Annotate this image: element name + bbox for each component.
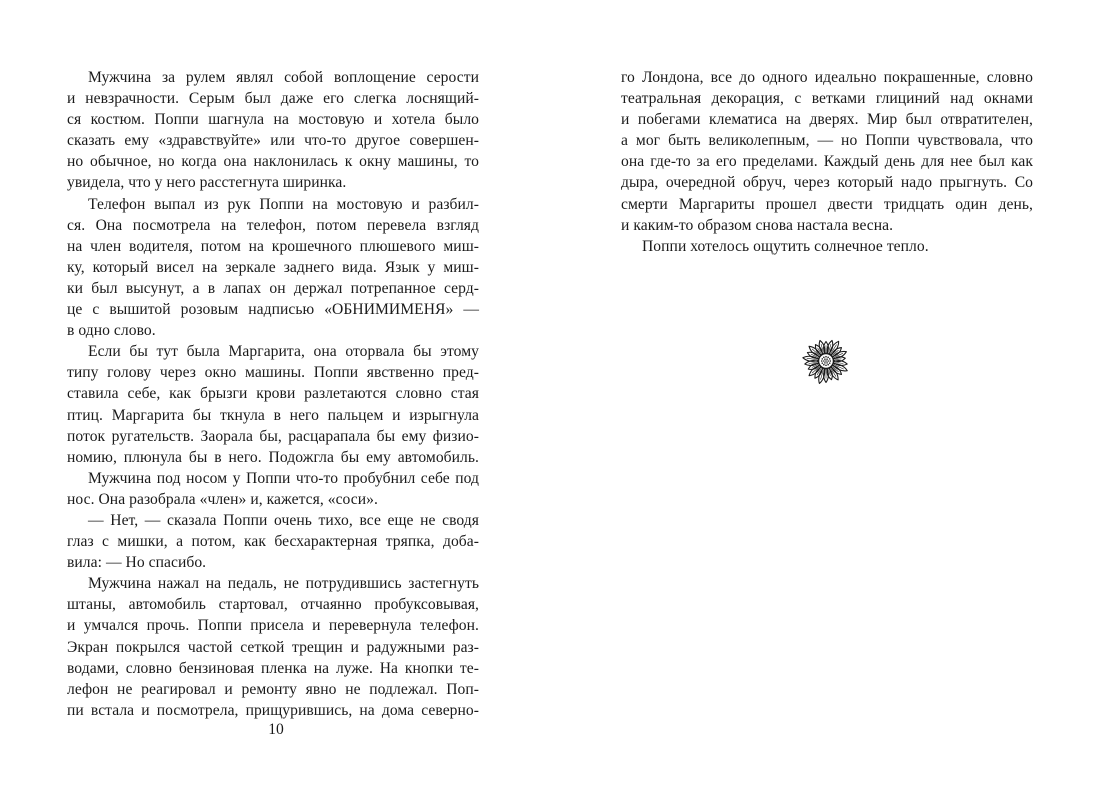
daisy-center-dot <box>822 362 824 364</box>
daisy-center-dot <box>827 360 829 362</box>
daisy-center-dot <box>826 358 828 360</box>
text-line: и умчался прочь. Поппи присела и перевернула телефон. <box>67 617 479 635</box>
daisy-center-dot <box>823 357 825 359</box>
text-line: а мог быть великолепным, — но Поппи чувствовала, что <box>621 132 1033 150</box>
text-line: в одно слово. <box>67 322 156 340</box>
text-line: ся костюм. Поппи шагнула на мостовую и хотела было <box>67 111 479 129</box>
daisy-center-dot <box>827 357 829 359</box>
daisy-flower-icon <box>787 322 865 400</box>
text-line: нос. Она разобрала «член» и, кажется, «соси». <box>67 490 378 508</box>
text-line: номию, плюнула бы в него. Подожгла бы ему автомобиль. <box>67 448 479 466</box>
text-line: смерти Маргариты прошел двести тридцать один день, <box>621 195 1033 213</box>
daisy-center-dot <box>825 356 827 358</box>
text-line: и побегами клематиса на дверях. Мир был отвратителен, <box>621 111 1033 129</box>
text-line: театральная декорация, с ветками глициний над окнами <box>621 90 1033 108</box>
text-line: вила: — Но спасибо. <box>67 554 207 572</box>
daisy-center-dot <box>823 360 825 362</box>
daisy-center-dot <box>822 358 824 360</box>
daisy-center-dot <box>829 362 831 364</box>
daisy-petal-vein <box>835 359 842 360</box>
text-line: на член водителя, потом на крошечного плюшевого миш- <box>67 237 479 255</box>
text-line: Поппи хотелось ощутить солнечное тепло. <box>642 237 929 255</box>
text-line: штаны, автомобиль стартовал, отчаянно пробуксовывая, <box>67 596 479 614</box>
text-line: и невзрачности. Серым был даже его слегка лоснящий- <box>67 90 479 108</box>
text-line: Телефон выпал из рук Поппи на мостовую и разбил- <box>88 195 479 213</box>
text-line: глаз с мишки, а потом, как бесхарактерная тряпка, доба- <box>67 533 479 551</box>
text-line: водами, словно бензиновая пленка на луже. На кнопки те- <box>67 659 479 677</box>
text-line: увидела, что у него расстегнута ширинка. <box>67 174 347 192</box>
daisy-center-dot <box>829 358 831 360</box>
text-line: Экран покрылся частой сеткой трещин и радужными раз- <box>67 638 479 656</box>
daisy-center-dot <box>823 364 825 366</box>
text-line: дыра, очередной обруч, через который надо прыгнуть. Со <box>621 174 1033 192</box>
text-line: пи встала и посмотрела, прищурившись, на дома северно- <box>67 701 479 719</box>
text-line: она где-то за его пределами. Каждый день для нее был как <box>621 153 1033 171</box>
daisy-center-dot <box>827 364 829 366</box>
daisy-center-dot <box>825 360 827 362</box>
text-line: ставила себе, как брызги крови разлетаются словно стая <box>67 385 479 403</box>
daisy-center-dot <box>824 358 826 360</box>
text-line: и каким-то образом снова настала весна. <box>621 216 894 234</box>
page-number: 10 <box>268 721 284 738</box>
left-page-text <box>67 67 479 721</box>
text-line: поток ругательств. Заорала бы, расцарапала бы ему физио- <box>67 427 479 445</box>
text-line: но обычное, но когда она наклонилась к окну машины, то <box>67 153 479 171</box>
right-page-text <box>621 67 1033 257</box>
text-line: Мужчина под носом у Поппи что-то пробубнил себе под <box>88 469 479 487</box>
text-line: Мужчина нажал на педаль, не потрудившись застегнуть <box>88 575 479 593</box>
text-line: це с вышитой розовым надписью «ОБНИМИМЕНЯ» — <box>67 301 479 319</box>
text-line: Мужчина за рулем являл собой воплощение серости <box>88 69 479 86</box>
text-line: ся. Она посмотрела на телефон, потом перевела взгляд <box>67 216 479 234</box>
text-line: Если бы тут была Маргарита, она оторвала бы этому <box>88 343 479 361</box>
text-line: го Лондона, все до одного идеально покрашенные, словно <box>621 69 1033 86</box>
text-line: птиц. Маргарита бы ткнула в него пальцем и изрыгнула <box>67 406 479 424</box>
daisy-center-dot <box>825 365 827 367</box>
text-line: ки был высунут, а в лапах он держал потрепанное серд- <box>67 279 479 297</box>
daisy-center-dot <box>826 362 828 364</box>
text-line: лефон не реагировал и ремонту явно не подлежал. Поп- <box>67 680 479 698</box>
text-line: ку, который висел на зеркале заднего вида. Язык у миш- <box>67 258 479 276</box>
daisy-center-dot <box>824 362 826 364</box>
daisy-center-dot <box>830 360 832 362</box>
text-line: типу голову через окно машины. Поппи явственно пред- <box>67 364 479 382</box>
text-line: — Нет, — сказала Поппи очень тихо, все еще не сводя <box>88 511 479 529</box>
daisy-center-dot <box>821 360 823 362</box>
text-line: сказать ему «здравствуйте» или что-то другое совершен- <box>67 132 479 150</box>
